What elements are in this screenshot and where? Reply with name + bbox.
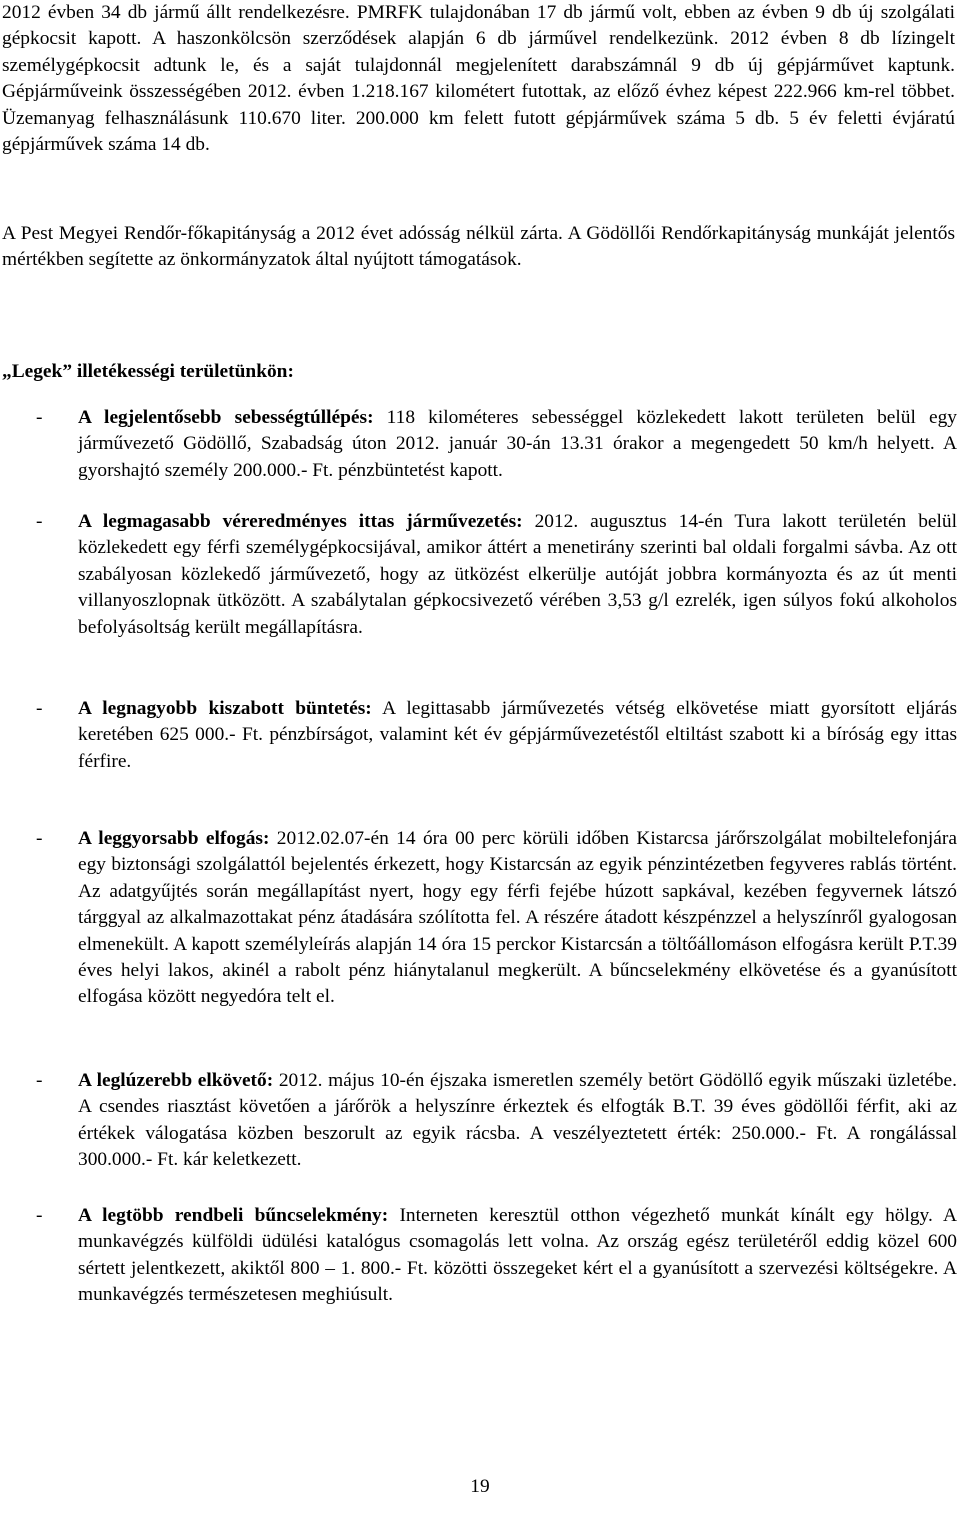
list-item-text [78, 1068, 957, 1174]
list-dash: - [36, 511, 43, 532]
page-number: 19 [470, 1476, 490, 1497]
list-item-label: A legmagasabb véreredményes ittas járművezetés: [78, 511, 523, 532]
intro-paragraph-budget: A Pest Megyei Rendőr-főkapitányság a 2012 évet adósság nélkül zárta. A Gödöllői Rendőrkapitányság munkáját jelentős mértékben segítette az önkormányzatok által nyújtott támogatások. [2, 223, 955, 271]
list-item-label: A legnagyobb kiszabott büntetés: [78, 698, 372, 719]
list-dash: - [36, 1070, 43, 1091]
list-item-body: 118 kilométeres sebességgel közlekedett lakott területen belül egy járművezető Gödöllő, Szabadság úton 2012. január 30-án 13.31 órakor a megengedett 50 km/h helyett. A gyorshajtó személy 200.000.- Ft. pénzbüntetést kapott. [78, 407, 957, 481]
list-item-label: A legjelentősebb sebességtúllépés: [78, 407, 374, 428]
list-item-label: A leggyorsabb elfogás: [78, 828, 270, 849]
list-item-text [78, 826, 957, 1011]
list-item-text [78, 1203, 957, 1309]
list-item-text [78, 696, 957, 775]
intro-paragraph-vehicles: 2012 évben 34 db jármű állt rendelkezésre. PMRFK tulajdonában 17 db jármű volt, ebben az évben 9 db új szolgálati gépkocsit kapott. A haszonkölcsön szerződések alapján 6 db járművel rendelkezünk. 2012 évben 8 db lízingelt személygépkocsit adtunk le, és a saját tulajdonnál megjelenített darabszámnál 9 db új gépjárművet kaptunk. Gépjárműveink összességében 2012. évben 1.218.167 kilométert futottak, az előző évhez képest 222.966 km-rel többet. Üzemanyag felhasználásunk 110.670 liter. 200.000 km felett futott gépjárművek száma 5 db. 5 év feletti évjáratú gépjárművek száma 14 db. [2, 2, 955, 156]
list-dash: - [36, 828, 43, 849]
list-item-body: 2012. augusztus 14-én Tura lakott területén belül közlekedett egy férfi személygépkocsijával, amikor áttért a menetirány szerinti bal oldali forgalmi sávba. Az ott szabályosan közlekedő járművezető, hogy az ütközést elkerülje autóját jobbra kormányozta és az út menti villanyoszlopnak ütközött. A szabálytalan gépkocsivezető vérében 3,53 g/l ezrelék, igen súlyos fokú alkoholos befolyásoltság került megállapításra. [78, 511, 957, 638]
list-item-body: A legittasabb járművezetés vétség elkövetése miatt gyorsított eljárás keretében 625 000.- Ft. pénzbírságot, valamint két év gépjárművezetéstől eltiltást szabott ki a bíróság egy ittas férfire. [78, 698, 957, 772]
list-item-body: 2012. május 10-én éjszaka ismeretlen személy betört Gödöllő egyik műszaki üzletébe. A csendes riasztást követően a járőrök a helyszínre érkeztek és elfogták B.T. 39 éves gödöllői férfit, aki az értékek válogatása közben beszorult az egyik rácsba. A veszélyeztetett érték: 250.000.- Ft. A rongálással 300.000.- Ft. kár keletkezett. [78, 1070, 957, 1171]
section-heading: „Legek” illetékességi területünkön: [2, 361, 294, 382]
list-item-text [78, 509, 957, 641]
list-item-body: Interneten keresztül otthon végezhető munkát kínált egy hölgy. A munkavégzés külföldi üdülési katalógus csomagolás lett volna. Az ország egész területéről eddig közel 600 sértett jelentkezett, akiktől 800 – 1. 800.- Ft. közötti összegeket kért el a gyanúsított a szervezési költségekre. A munkavégzés természetesen meghiúsult. [78, 1205, 957, 1306]
list-item-label: A legtöbb rendbeli bűncselekmény: [78, 1205, 389, 1226]
list-item-text [78, 405, 957, 484]
list-dash: - [36, 698, 43, 719]
list-dash: - [36, 1205, 43, 1226]
list-dash: - [36, 407, 43, 428]
list-item-body: 2012.02.07-én 14 óra 00 perc körüli időben Kistarcsa járőrszolgálat mobiltelefonjára egy biztonsági szolgálattól bejelentés érkezett, hogy Kistarcsán az egyik pénzintézetben fegyveres rablás történt. Az adatgyűjtés során megállapítást nyert, hogy egy férfi fejébe húzott sapkával, kezében fegyvernek látszó tárggyal az alkalmazottakat pénz átadására szólította fel. A részére átadott készpénzzel a helyszínről gyalogosan elmenekült. A kapott személyleírás alapján 14 óra 15 perckor Kistarcsán a töltőállomáson elfogásra került P.T.39 éves helyi lakos, akinél a rabolt pénz hiánytalanul megkerült. A bűncselekmény elkövetése és a gyanúsított elfogása között negyedóra telt el. [78, 828, 957, 1008]
list-item-label: A leglúzerebb elkövető: [78, 1070, 274, 1091]
